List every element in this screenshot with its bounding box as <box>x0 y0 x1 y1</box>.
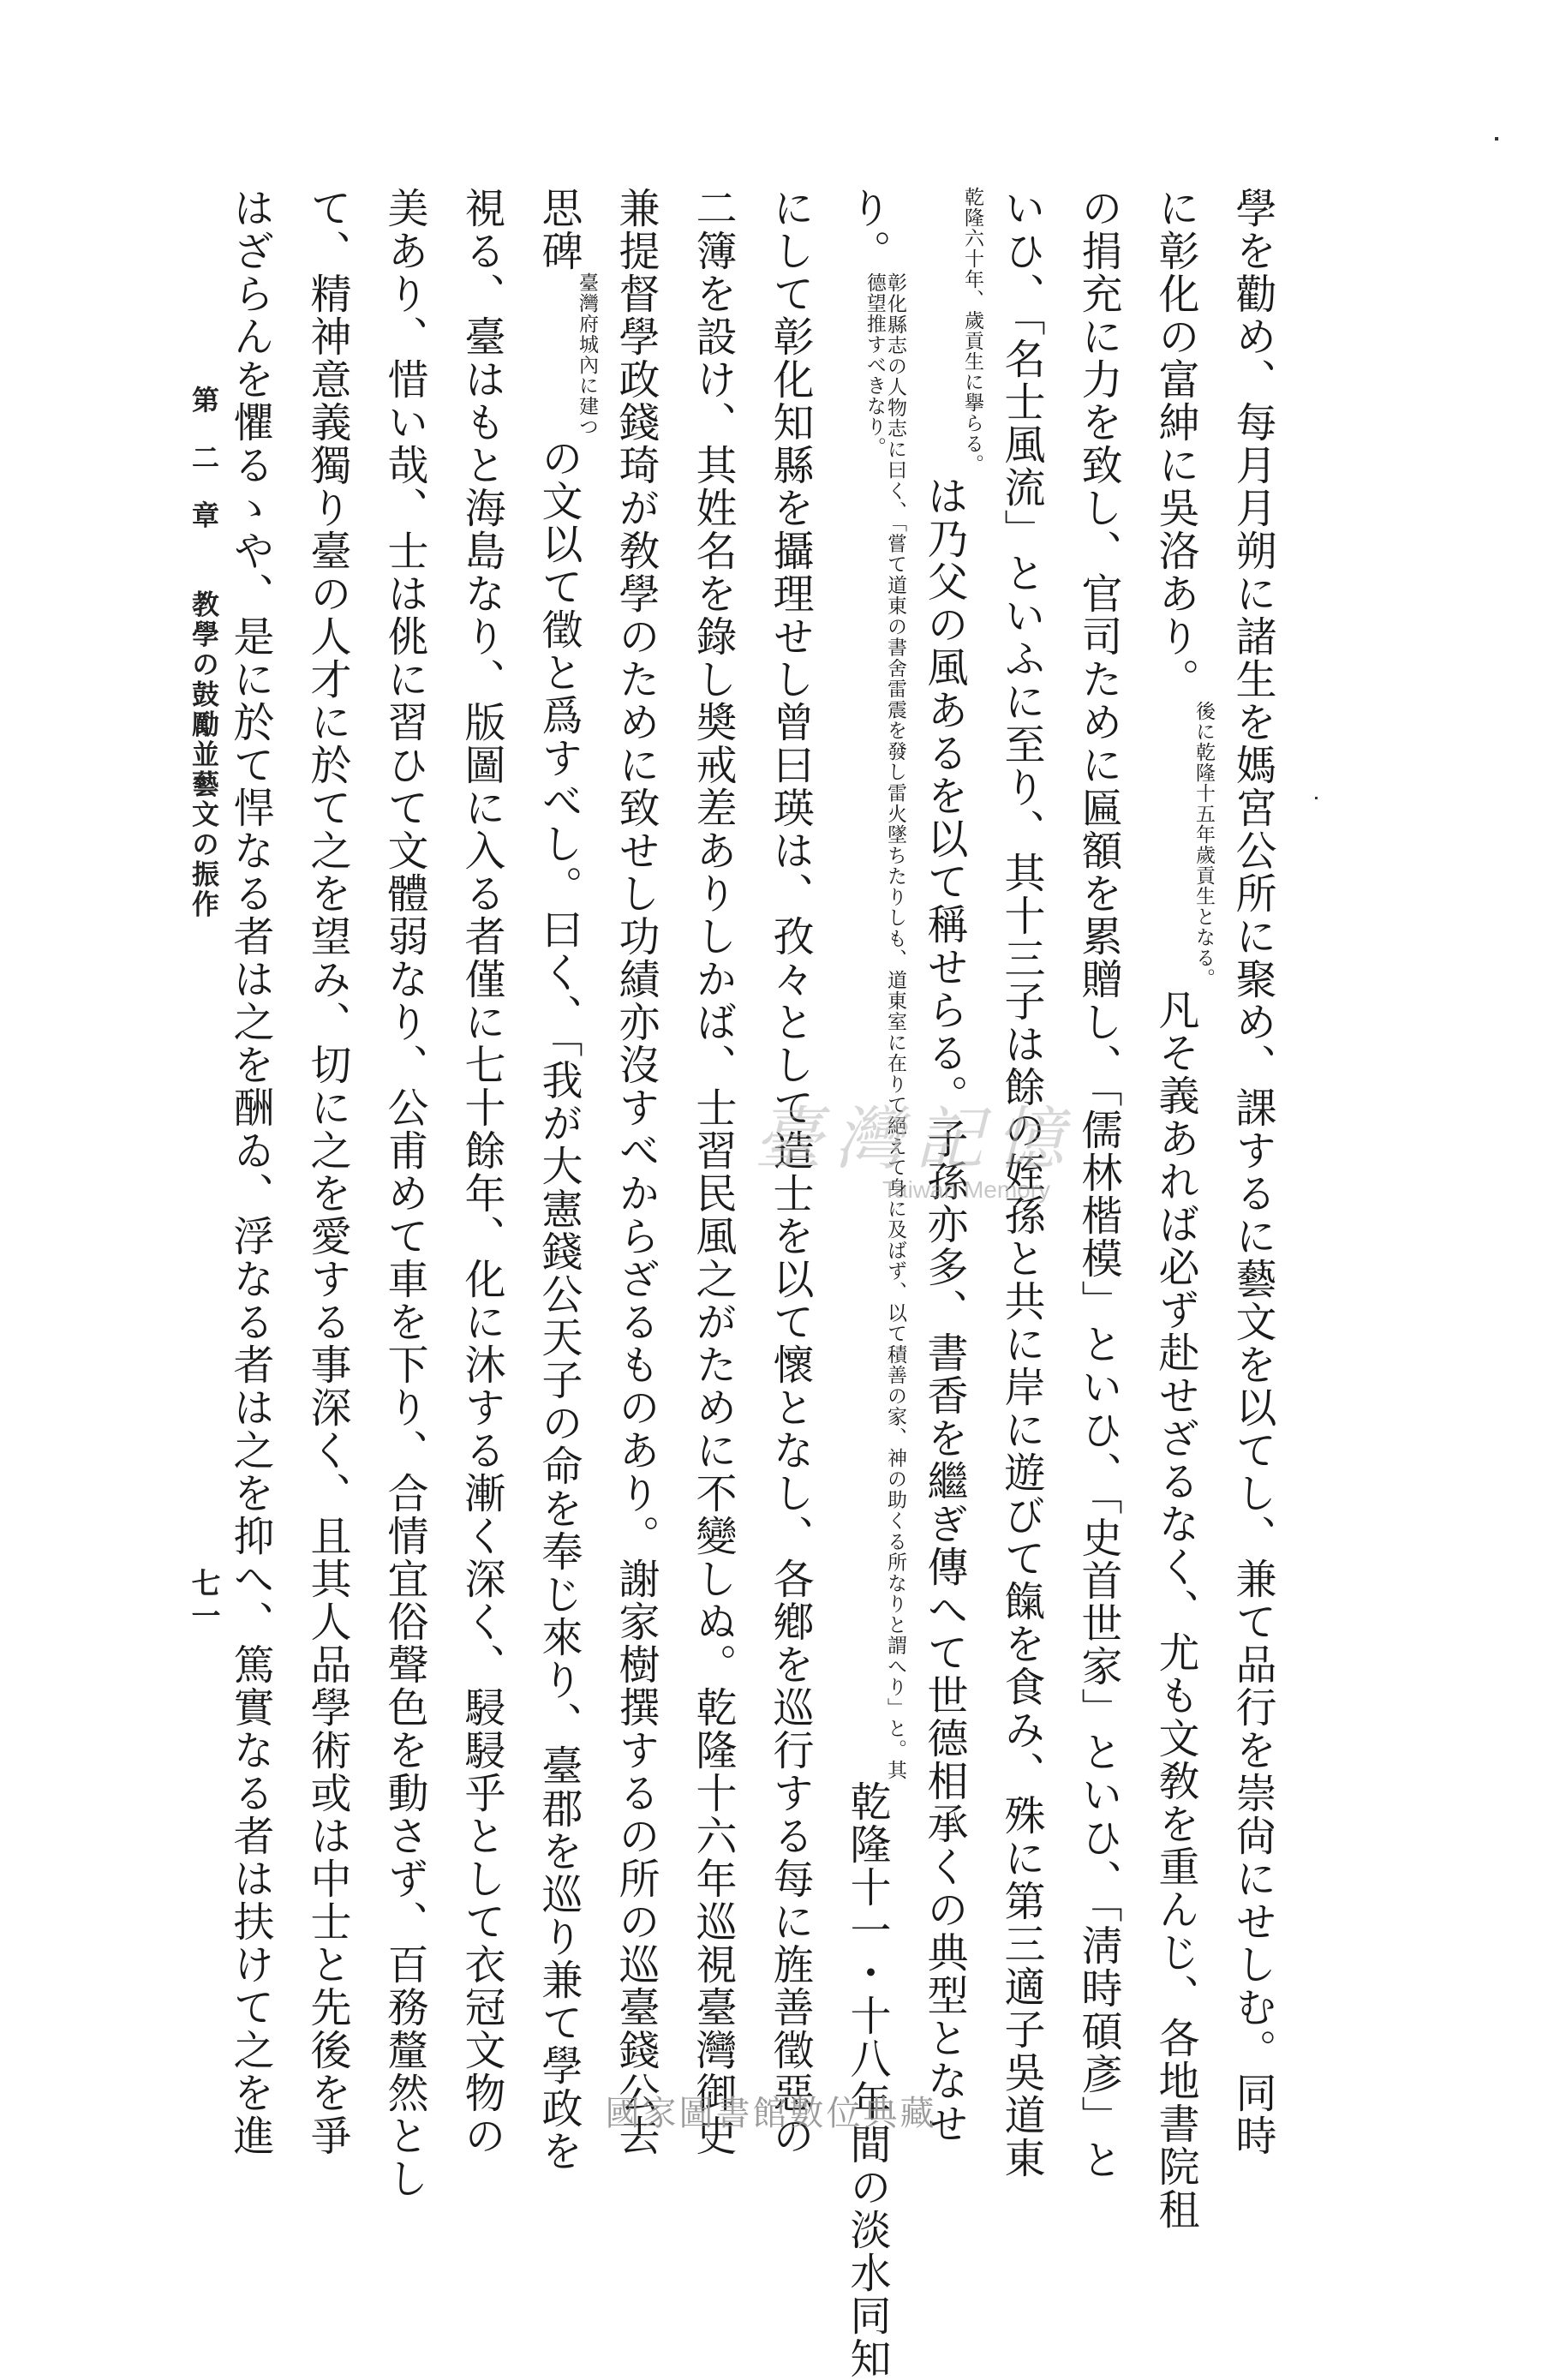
text-column-3: の捐充に力を致し、官司ために匾額を累贈し、「儒林楷模」といひ、「史首世家」といひ、「淸時碩彥」と <box>1074 187 1122 2181</box>
text-column-13: て、精神意義獨り臺の人才に於て之を望み、切に之を愛する事深く、且其人品學術或は中士と先後を爭 <box>303 187 351 2157</box>
running-head <box>184 386 224 919</box>
text-column-4: いひ、「名士風流」といふに至り、其十三子は餘の姪孫と共に岸に遊びて餼を食み、殊に第三適子吳道東 <box>997 187 1045 2180</box>
text-column-10: 思碑臺灣府城內に建つの文以て徵と爲すべし。曰く、「我が大憲錢公天子の命を奉じ來り、臺郡を巡り兼て學政を <box>535 187 598 2173</box>
footer-archive-label: 國家圖書館數位典藏 <box>605 2094 937 2133</box>
text-column-1: 學を勸め、每月月朔に諸生を媽宮公所に聚め、課するに藝文を以てし、兼て品行を崇尙にせしむ。同時 <box>1228 187 1276 2157</box>
text-column-9: 兼提督學政錢琦が敎學のために致せし功績亦沒すべからざるものあり。謝家樹撰するの所の巡臺錢公去 <box>612 187 660 2157</box>
text-column-6: り。彰化縣志の人物志に曰く、「嘗て道東の書舍雷震を發し雷火墜ちたりしも、道東室に在りて絕えて身に及ばず、以て積善の家、神の助くる所なりと謂へり」と。其德望推すべきなり。乾隆十一・十八年間の淡水同知 <box>843 187 906 2380</box>
text-column-5: 乾隆六十年、歲貢生に擧らる。は乃父の風あるを以て稱せらる。子孫亦多、書香を繼ぎ傳へて世德相承くの典型となせ <box>920 187 983 2145</box>
text-column-2: に彰化の富紳に吳洛あり。後に乾隆十五年歲貢生となる。凡そ義あれば必ず赴せざるなく、尤も文敎を重んじ、各地書院租 <box>1151 187 1215 2231</box>
text-column-11: 視る、臺はもと海島なり、版圖に入る者僅に七十餘年、化に沐する漸く深く、駸駸乎として衣冠文物の <box>457 187 505 2157</box>
scan-speck <box>1315 797 1318 799</box>
text-column-7: にして彰化知縣を攝理せし曾曰瑛は、孜々として造士を以て懷となし、各鄕を巡行する每に旌善徵惡の <box>766 187 814 2157</box>
annotation-note: 後に乾隆十五年歲貢生となる。 <box>1192 701 1215 989</box>
watermark-title: 臺灣記憶 <box>754 1099 1076 1179</box>
annotation-note: 乾隆六十年、歲貢生に擧らる。 <box>961 187 983 475</box>
chapter-title: 教學の鼓勵並藝文の振作 <box>188 589 220 920</box>
watermark-subtitle: Taiwan Memory <box>882 1176 1051 1203</box>
scan-speck <box>1495 137 1498 141</box>
annotation-note: 臺灣府城內に建つ <box>576 272 598 437</box>
text-column-12: 美あり、惜い哉、士は佻に習ひて文體弱なり、公甫めて車を下り、合情宜俗聲色を動さず、百務釐然とし <box>380 187 428 2200</box>
chapter-label: 第 二 章 <box>188 386 220 539</box>
text-column-14: はざらんを懼るゝや、是に於て悍なる者は之を酬ゐ、浮なる者は之を抑へ、篤實なる者は扶けて之を進 <box>226 187 274 2157</box>
annotation-note: 彰化縣志の人物志に曰く、「嘗て道東の書舍雷震を發し雷火墜ちたりしも、道東室に在りて絕えて身に及ばず、以て積善の家、神の助くる所なりと謂へり」と。其德望推すべきなり。 <box>863 272 906 1781</box>
text-column-8: 二簿を設け、其姓名を錄し奬戒差ありしかば、士習民風之がために不變しぬ。乾隆十六年巡視臺灣御史 <box>689 187 737 2157</box>
page-number: 七一 <box>186 1568 220 1633</box>
